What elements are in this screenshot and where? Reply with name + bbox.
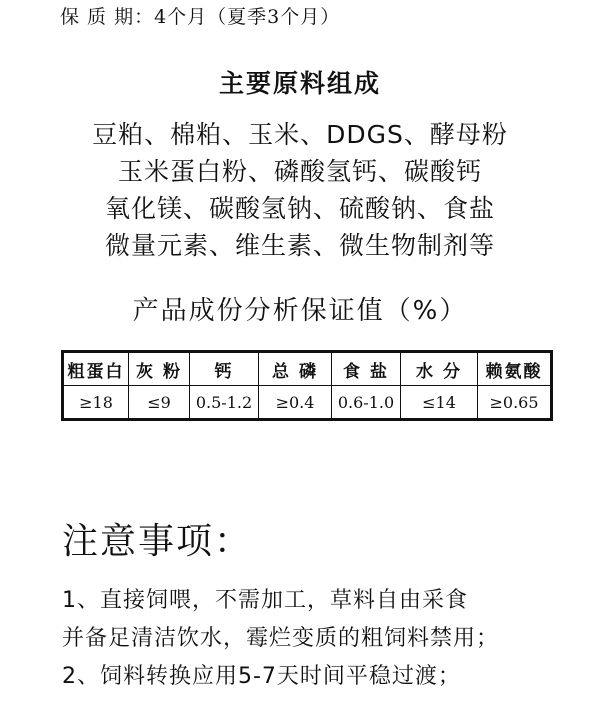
note-line: 2、饲料转换应用5-7天时间平稳过渡； <box>62 664 461 689</box>
value-salt: 0.6-1.0 <box>332 386 401 420</box>
header-salt: 食 盐 <box>332 352 401 386</box>
notes-title: 注意事项： <box>62 521 253 562</box>
analysis-value-row <box>63 386 552 420</box>
value-lysine: ≥0.65 <box>478 386 552 420</box>
ingredients-list <box>0 116 600 264</box>
ingredients-line: 豆粕、棉粕、玉米、DDGS、酵母粉 <box>92 120 508 149</box>
value-total-phosphorus: ≥0.4 <box>259 386 332 420</box>
analysis-table <box>61 350 553 421</box>
ingredients-line: 玉米蛋白粉、磷酸氢钙、碳酸钙 <box>117 157 482 186</box>
header-moisture: 水 分 <box>401 352 478 386</box>
ingredients-title: 主要原料组成 <box>218 69 381 98</box>
note-line: 并备足清洁饮水，霉烂变质的粗饲料禁用； <box>62 626 500 651</box>
value-calcium: 0.5-1.2 <box>190 386 259 420</box>
header-total-phosphorus: 总 磷 <box>259 352 332 386</box>
header-lysine: 赖氨酸 <box>478 352 552 386</box>
header-ash: 灰 粉 <box>129 352 190 386</box>
value-ash: ≤9 <box>129 386 190 420</box>
notes-list <box>62 582 499 696</box>
ingredients-line: 氧化镁、碳酸氢钠、硫酸钠、食盐 <box>104 194 495 223</box>
header-calcium: 钙 <box>190 352 259 386</box>
ingredients-line: 微量元素、维生素、微生物制剂等 <box>104 231 495 260</box>
header-crude-protein: 粗蛋白 <box>63 352 129 386</box>
value-crude-protein: ≥18 <box>63 386 129 420</box>
note-line: 1、直接饲喂，不需加工，草料自由采食 <box>62 588 468 613</box>
analysis-header-row <box>63 352 552 386</box>
value-moisture: ≤14 <box>401 386 478 420</box>
analysis-title: 产品成份分析保证值（%） <box>132 296 468 326</box>
shelf-life: 保 质 期：4个月（夏季3个月） <box>60 6 341 28</box>
